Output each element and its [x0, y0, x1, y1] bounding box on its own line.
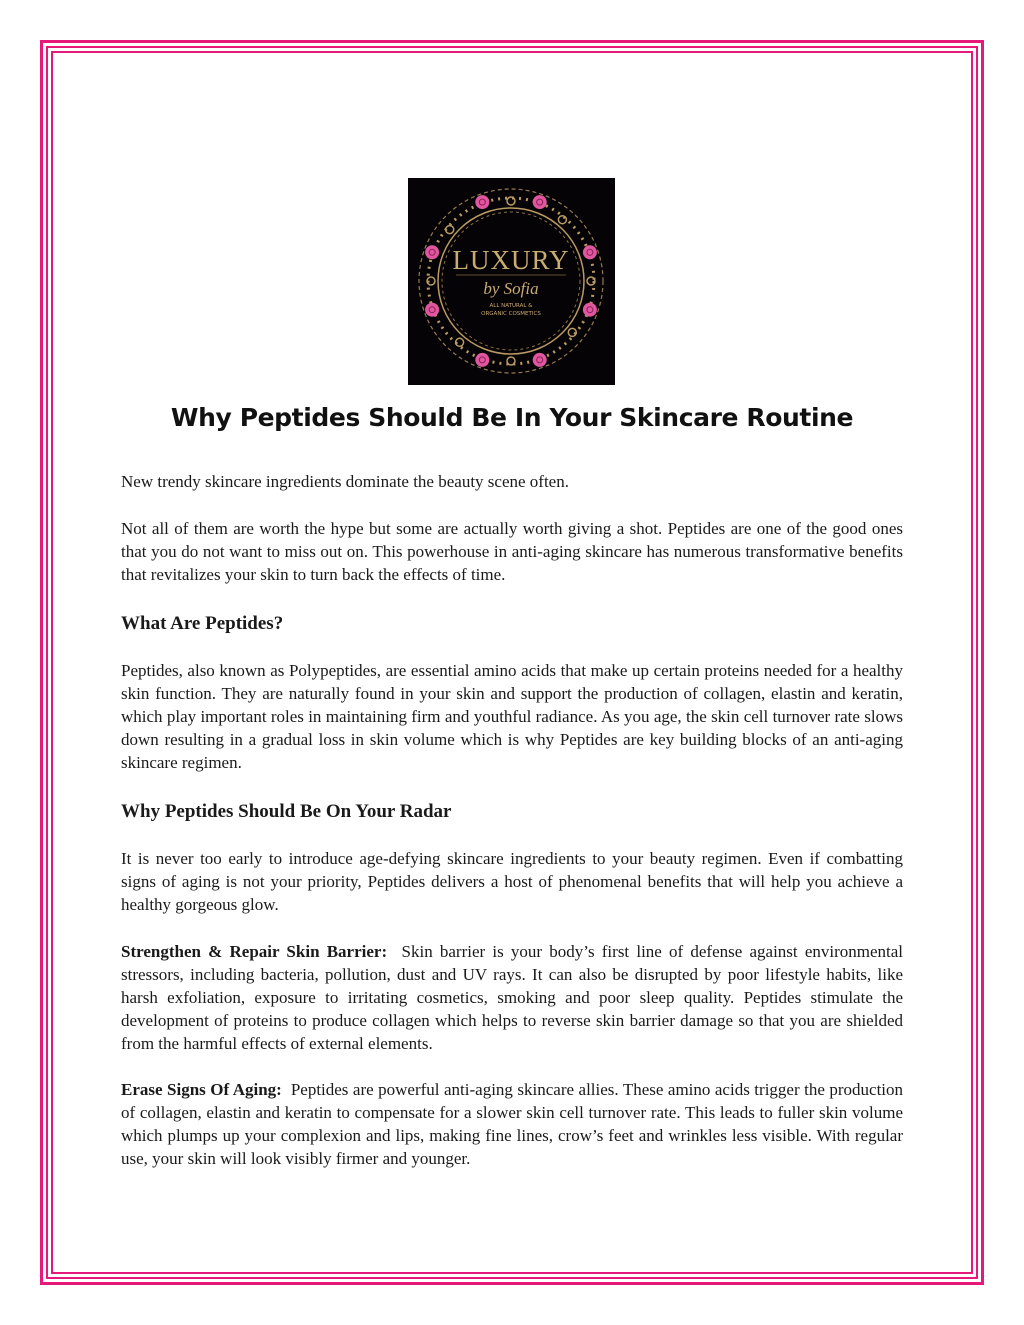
logo-rose — [475, 195, 489, 209]
logo-brand-text: LUXURY — [452, 245, 570, 275]
logo-rose — [583, 303, 597, 317]
logo-rose — [475, 353, 489, 367]
logo-emblem — [408, 178, 615, 385]
section-1-body: Peptides, also known as Polypeptides, are essential amino acids that make up certain proteins needed for a healthy skin function. They are naturally found in your skin and support the production of collagen, elastin and keratin, which play important roles in maintaining firm and youthful radiance. As you age, the skin cell turnover rate slows down resulting in a gradual loss in skin volume which is why Peptides are key building blocks of an anti-aging skincare regimen. — [121, 661, 903, 772]
logo-tagline-2: ORGANIC COSMETICS — [481, 311, 541, 317]
intro-paragraph-1: New trendy skincare ingredients dominate the beauty scene often. — [121, 472, 569, 491]
logo-swirl — [558, 216, 566, 224]
section-heading-why-on-radar: Why Peptides Should Be On Your Radar — [121, 801, 452, 822]
benefit-label-barrier: Strengthen & Repair Skin Barrier: — [121, 942, 388, 961]
intro-paragraph-2: Not all of them are worth the hype but some are actually worth giving a shot. Peptides are one of the good ones that you do not want to miss out on. This powerhouse in anti-aging skincare has numerous transformative benefits that revitalizes your skin to turn back the effects of time. — [121, 519, 903, 584]
benefit-paragraph-aging — [121, 1078, 903, 1170]
benefit-text-aging: Peptides are powerful anti-aging skincare allies. These amino acids trigger the production of collagen, elastin and keratin to compensate for a slower skin cell turnover rate. This leads to fuller skin volume which plumps up your complexion and lips, making fine lines, crow’s feet and wrinkles less visible. With regular use, your skin will look visibly firmer and younger. — [121, 1080, 904, 1168]
logo-rose — [533, 353, 547, 367]
benefit-paragraph-barrier — [121, 940, 903, 1055]
logo-swirl — [507, 357, 515, 365]
logo-rose — [583, 245, 597, 259]
section-heading-what-are-peptides: What Are Peptides? — [121, 613, 284, 634]
benefit-text-barrier: Skin barrier is your body’s first line of defense against environmental stressors, including bacteria, pollution, dust and UV rays. It can also be disrupted by poor lifestyle habits, like harsh exfoliation, exposure to irritating cosmetics, smoking and poor sleep quality. Peptides stimulate the development of proteins to produce collagen which helps to reverse skin barrier damage so that you are shielded from the harmful effects of external elements. — [121, 942, 904, 1053]
logo-rose — [533, 195, 547, 209]
logo-rose — [425, 303, 439, 317]
logo-tagline-1: ALL NATURAL & — [489, 303, 533, 309]
logo-sub-text: by Sofia — [483, 279, 539, 298]
logo-swirl — [507, 197, 515, 205]
brand-logo — [408, 178, 615, 385]
section-2-body: It is never too early to introduce age-defying skincare ingredients to your beauty regimen. Even if combatting signs of aging is not your priority, Peptides delivers a host of phenomenal benefits that will help you achieve a healthy gorgeous glow. — [121, 849, 903, 914]
benefit-label-aging: Erase Signs Of Aging: — [121, 1080, 282, 1099]
logo-rose — [425, 245, 439, 259]
article-title: Why Peptides Should Be In Your Skincare Routine — [170, 403, 854, 432]
